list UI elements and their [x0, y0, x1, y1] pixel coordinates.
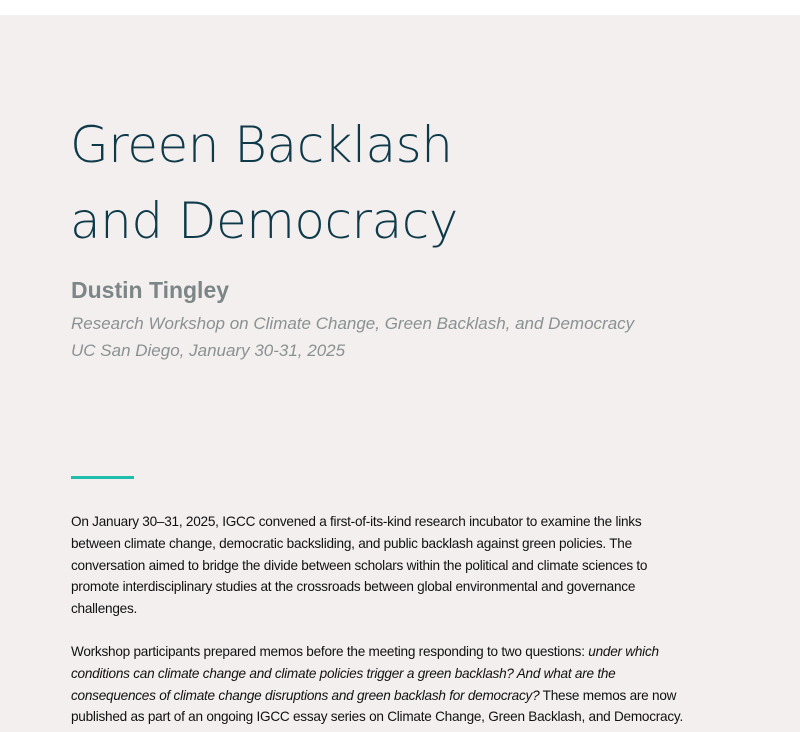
text-italic: under which	[588, 644, 659, 659]
title-line: and Democracy	[70, 192, 458, 250]
paragraph-intro	[71, 511, 647, 620]
text-line: between climate change, democratic backsliding, and public backlash against green policies. The	[71, 535, 632, 551]
document-title	[70, 107, 458, 259]
title-line: Green Backlash	[70, 116, 453, 174]
text-plain: Workshop participants prepared memos before the meeting responding to two questions:	[71, 644, 589, 659]
workshop-name: Research Workshop on Climate Change, Green Backlash, and Democracy	[71, 314, 635, 333]
accent-divider	[71, 476, 134, 479]
text-line: conversation aimed to bridge the divide between scholars within the political and climate sciences to	[71, 557, 648, 573]
location-date: UC San Diego, January 30-31, 2025	[71, 341, 346, 360]
text-line	[71, 685, 683, 707]
paragraph-memos	[71, 641, 683, 728]
text-line	[71, 641, 683, 663]
text-italic: conditions can climate change and climate policies trigger a green backlash? And what are the	[71, 665, 616, 681]
text-italic: consequences of climate change disruptions and green backlash for democracy?	[71, 687, 540, 703]
text-line: On January 30–31, 2025, IGCC convened a first-of-its-kind research incubator to examine the links	[71, 514, 642, 529]
text-line	[71, 663, 683, 685]
text-line: challenges.	[71, 601, 138, 617]
document-page	[0, 15, 800, 732]
author-name: Dustin Tingley	[71, 277, 230, 303]
text-line: published as part of an ongoing IGCC essay series on Climate Change, Green Backlash, and Democracy.	[71, 709, 683, 725]
text-plain: These memos are now	[539, 687, 677, 703]
text-line: promote interdisciplinary studies at the crossroads between global environmental and governance	[71, 579, 636, 595]
